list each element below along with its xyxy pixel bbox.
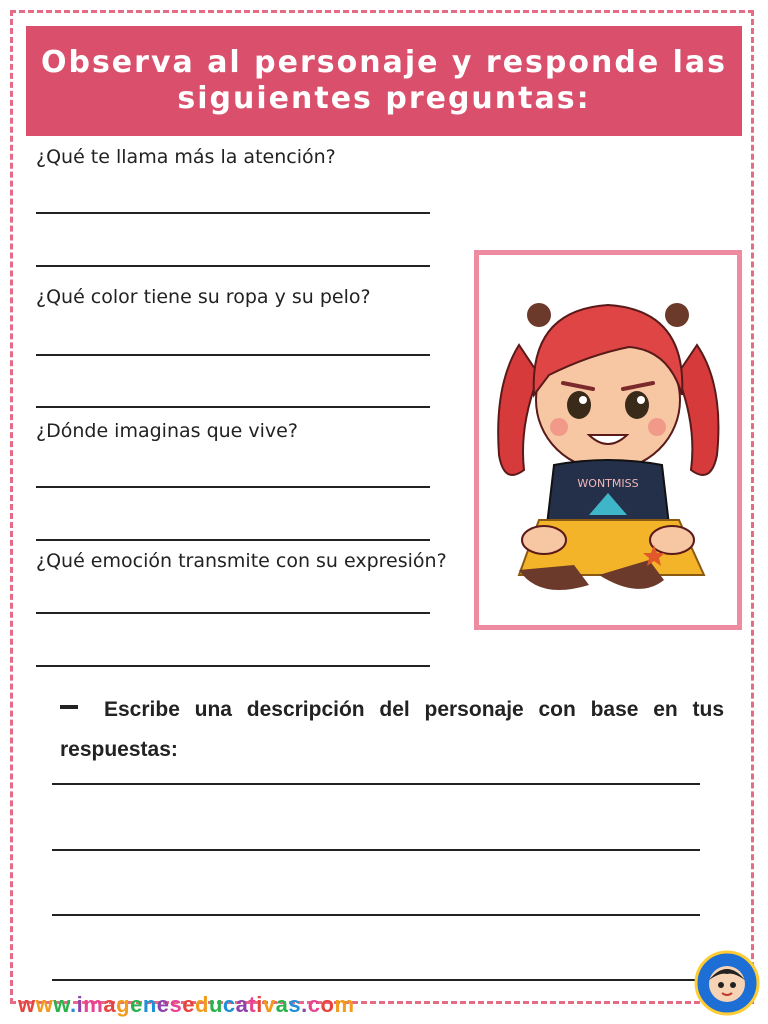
character-illustration [479, 255, 737, 625]
description-line[interactable] [52, 849, 700, 851]
instruction-text-block [60, 690, 724, 770]
question-2: ¿Qué color tiene su ropa y su pelo? [36, 286, 371, 308]
question-4: ¿Qué emoción transmite con su expresión? [36, 550, 447, 572]
question-3: ¿Dónde imaginas que vive? [36, 420, 298, 442]
dash-bullet-icon [60, 705, 78, 709]
answer-line[interactable] [36, 486, 430, 488]
shirt-text: WONTMISS [577, 477, 639, 490]
answer-line[interactable] [36, 539, 430, 541]
instruction-text: Escribe una descripción del personaje con base en tus respuestas: [60, 698, 724, 761]
answer-line[interactable] [36, 354, 430, 356]
description-line[interactable] [52, 914, 700, 916]
description-line[interactable] [52, 783, 700, 785]
answer-line[interactable] [36, 612, 430, 614]
worksheet-title: Observa al personaje y responde las siguientes preguntas: [40, 45, 728, 116]
description-line[interactable] [52, 979, 700, 981]
question-1: ¿Qué te llama más la atención? [36, 146, 336, 168]
character-picture-frame [474, 250, 742, 630]
answer-line[interactable] [36, 212, 430, 214]
worksheet-header [26, 26, 742, 136]
answer-line[interactable] [36, 406, 430, 408]
site-logo [694, 950, 760, 1016]
footer-website-url[interactable]: www.imageneseducativas.com [18, 992, 355, 1017]
answer-line[interactable] [36, 665, 430, 667]
answer-line[interactable] [36, 265, 430, 267]
